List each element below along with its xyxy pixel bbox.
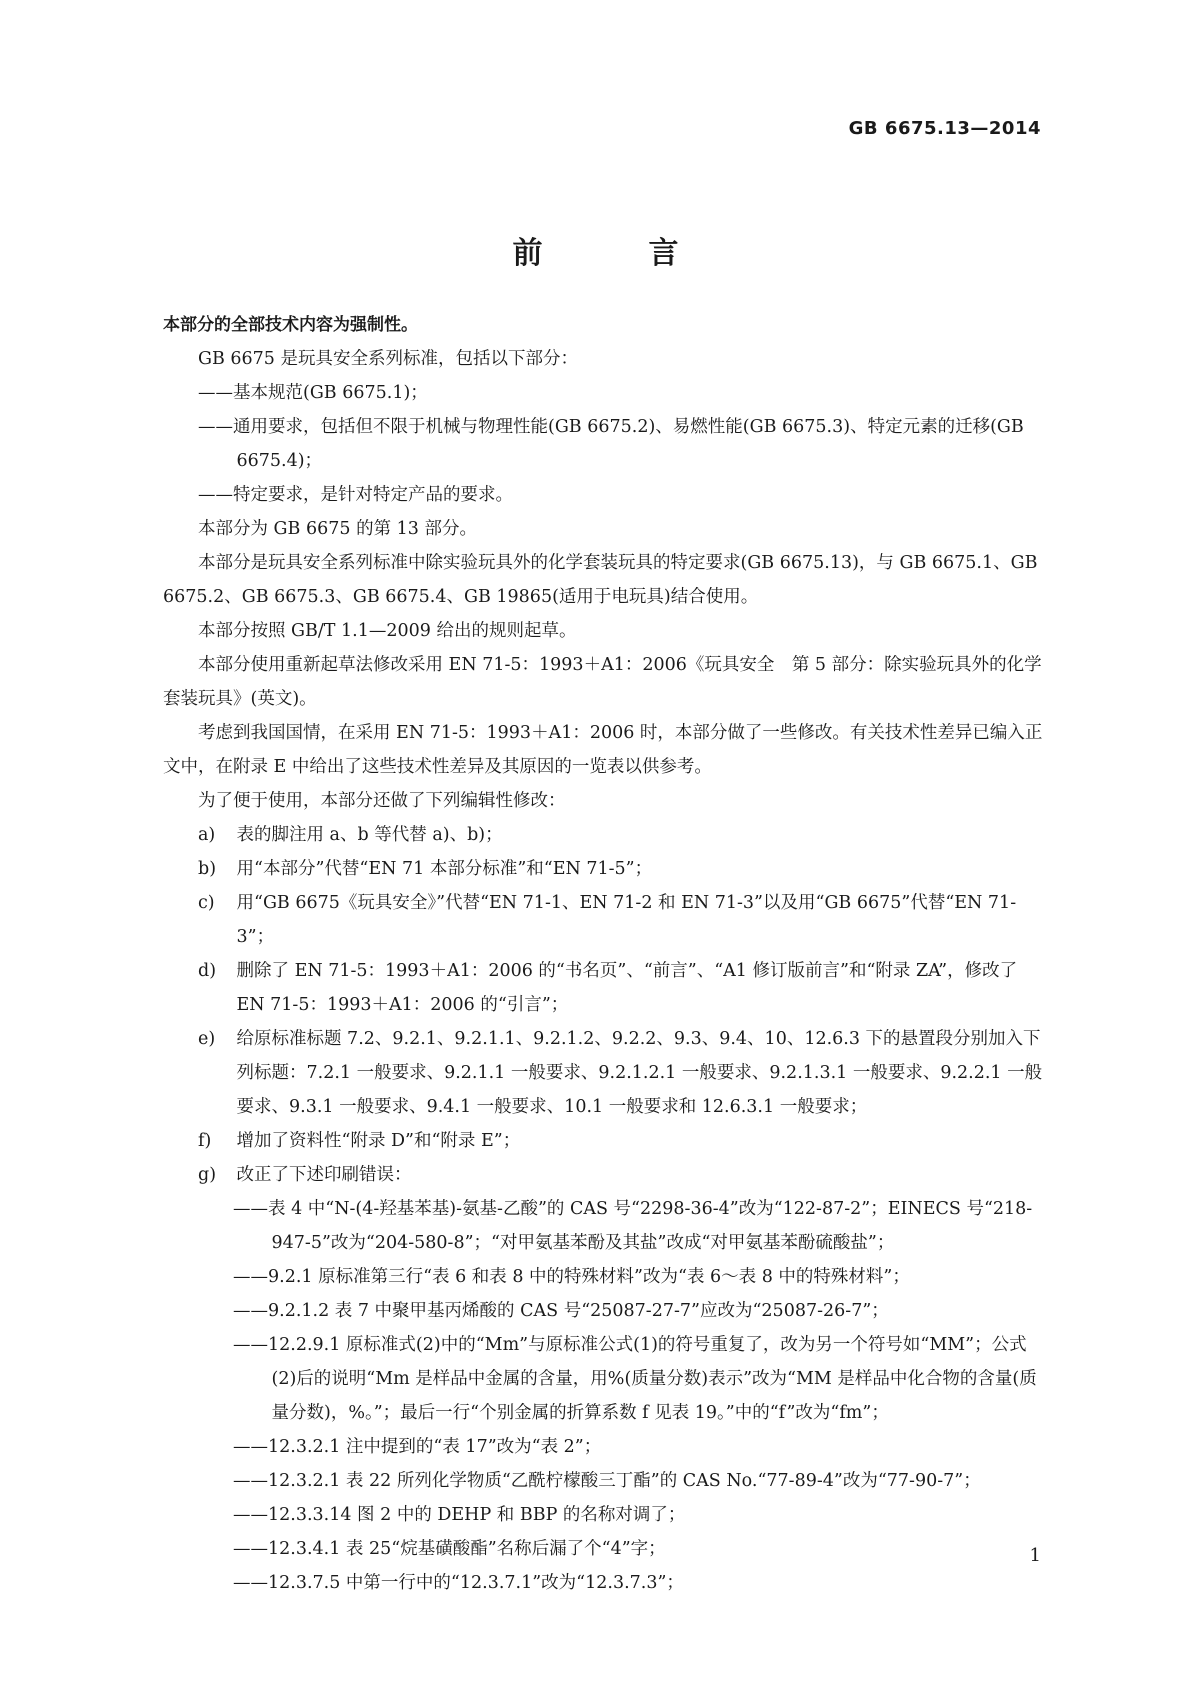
list-item (163, 1124, 1048, 1158)
list-label: f) (198, 1131, 212, 1151)
list-item (163, 818, 1048, 852)
list-label: e) (198, 1029, 216, 1049)
list-text: 给原标准标题 7.2、9.2.1、9.2.1.1、9.2.1.2、9.2.2、9.3、9.4、10、12.6.3 下的悬置段分别加入下列标题：7.2.1 一般要求、9.2.1.1 一般要求、9.2.1.2.1 一般要求、9.2.1.3.1 一般要求、9.2.2.1 一般要求、9.3.1 一般要求、9.4.1 一般要求、10.1 一般要求和 12.6.3.1 一般要求； (236, 1029, 1043, 1117)
list-item (163, 886, 1048, 954)
correction-item: ——9.2.1.2 表 7 中聚甲基丙烯酸的 CAS 号“25087-27-7”应改为“25087-26-7”； (233, 1301, 889, 1321)
list-text: 改正了下述印刷错误： (236, 1165, 412, 1185)
correction-item: ——9.2.1 原标准第三行“表 6 和表 8 中的特殊材料”改为“表 6～表 8 中的特殊材料”； (233, 1267, 910, 1287)
standard-code: GB 6675.13—2014 (848, 118, 1041, 139)
correction-item: ——12.3.4.1 表 25“烷基磺酸酯”名称后漏了个“4”字； (233, 1539, 666, 1559)
list-label: d) (198, 961, 217, 981)
correction-item: ——12.3.3.14 图 2 中的 DEHP 和 BBP 的名称对调了； (233, 1505, 686, 1525)
paragraph: 本部分是玩具安全系列标准中除实验玩具外的化学套装玩具的特定要求(GB 6675.13)，与 GB 6675.1、GB 6675.2、GB 6675.3、GB 6675.4、GB 19865(适用于电玩具)结合使用。 (163, 553, 1038, 607)
correction-item: ——12.3.2.1 表 22 所列化学物质“乙酰柠檬酸三丁酯”的 CAS No.“77-89-4”改为“77-90-7”； (233, 1471, 981, 1491)
dash-item: ——特定要求，是针对特定产品的要求。 (198, 485, 513, 505)
list-label: c) (198, 893, 215, 913)
correction-item: ——12.2.9.1 原标准式(2)中的“Mm”与原标准公式(1)的符号重复了，改为另一个符号如“MM”；公式(2)后的说明“Mm 是样品中金属的含量，用%(质量分数)表示”改为“MM 是样品中化合物的含量(质量分数)，%。”；最后一行“个别金属的折算系数 f 见表 19。”中的“f”改为“fm”； (233, 1335, 1037, 1423)
list-text: 增加了资料性“附录 D”和“附录 E”； (236, 1131, 521, 1151)
document-body (163, 308, 1048, 1600)
list-item (163, 1022, 1048, 1124)
mandatory-statement: 本部分的全部技术内容为强制性。 (163, 315, 418, 335)
list-text: 用“GB 6675《玩具安全》”代替“EN 71-1、EN 71-2 和 EN 71-3”以及用“GB 6675”代替“EN 71-3”； (236, 893, 1017, 947)
list-item (163, 1158, 1048, 1192)
paragraph: GB 6675 是玩具安全系列标准，包括以下部分： (198, 349, 578, 369)
list-text: 表的脚注用 a、b 等代替 a)、b)； (236, 825, 503, 845)
paragraph: 为了便于使用，本部分还做了下列编辑性修改： (198, 791, 566, 811)
list-label: a) (198, 825, 216, 845)
dash-item: ——基本规范(GB 6675.1)； (198, 383, 428, 403)
list-item (163, 954, 1048, 1022)
page-number: 1 (1029, 1545, 1041, 1566)
list-text: 用“本部分”代替“EN 71 本部分标准”和“EN 71-5”； (236, 859, 653, 879)
list-text: 删除了 EN 71-5：1993＋A1：2006 的“书名页”、“前言”、“A1 修订版前言”和“附录 ZA”，修改了 EN 71-5：1993＋A1：2006 的“引言”； (236, 961, 1018, 1015)
correction-item: ——12.3.7.5 中第一行中的“12.3.7.1”改为“12.3.7.3”； (233, 1573, 684, 1593)
list-item (163, 852, 1048, 886)
paragraph: 本部分使用重新起草法修改采用 EN 71-5：1993＋A1：2006《玩具安全 第 5 部分：除实验玩具外的化学套装玩具》(英文)。 (163, 655, 1042, 709)
paragraph: 考虑到我国国情，在采用 EN 71-5：1993＋A1：2006 时，本部分做了一些修改。有关技术性差异已编入正文中，在附录 E 中给出了这些技术性差异及其原因的一览表以供参考。 (163, 723, 1043, 777)
list-label: b) (198, 859, 217, 879)
paragraph: 本部分为 GB 6675 的第 13 部分。 (198, 519, 477, 539)
correction-item: ——12.3.2.1 注中提到的“表 17”改为“表 2”； (233, 1437, 602, 1457)
list-label: g) (198, 1165, 217, 1185)
dash-item: ——通用要求，包括但不限于机械与物理性能(GB 6675.2)、易燃性能(GB 6675.3)、特定元素的迁移(GB 6675.4)； (198, 417, 1024, 471)
correction-item: ——表 4 中“N-(4-羟基苯基)-氨基-乙酸”的 CAS 号“2298-36-4”改为“122-87-2”；EINECS 号“218-947-5”改为“204-580-8”；“对甲氨基苯酚及其盐”改成“对甲氨基苯酚硫酸盐”； (233, 1199, 1033, 1253)
page-title: 前 言 (512, 236, 717, 271)
paragraph: 本部分按照 GB/T 1.1—2009 给出的规则起草。 (198, 621, 577, 641)
